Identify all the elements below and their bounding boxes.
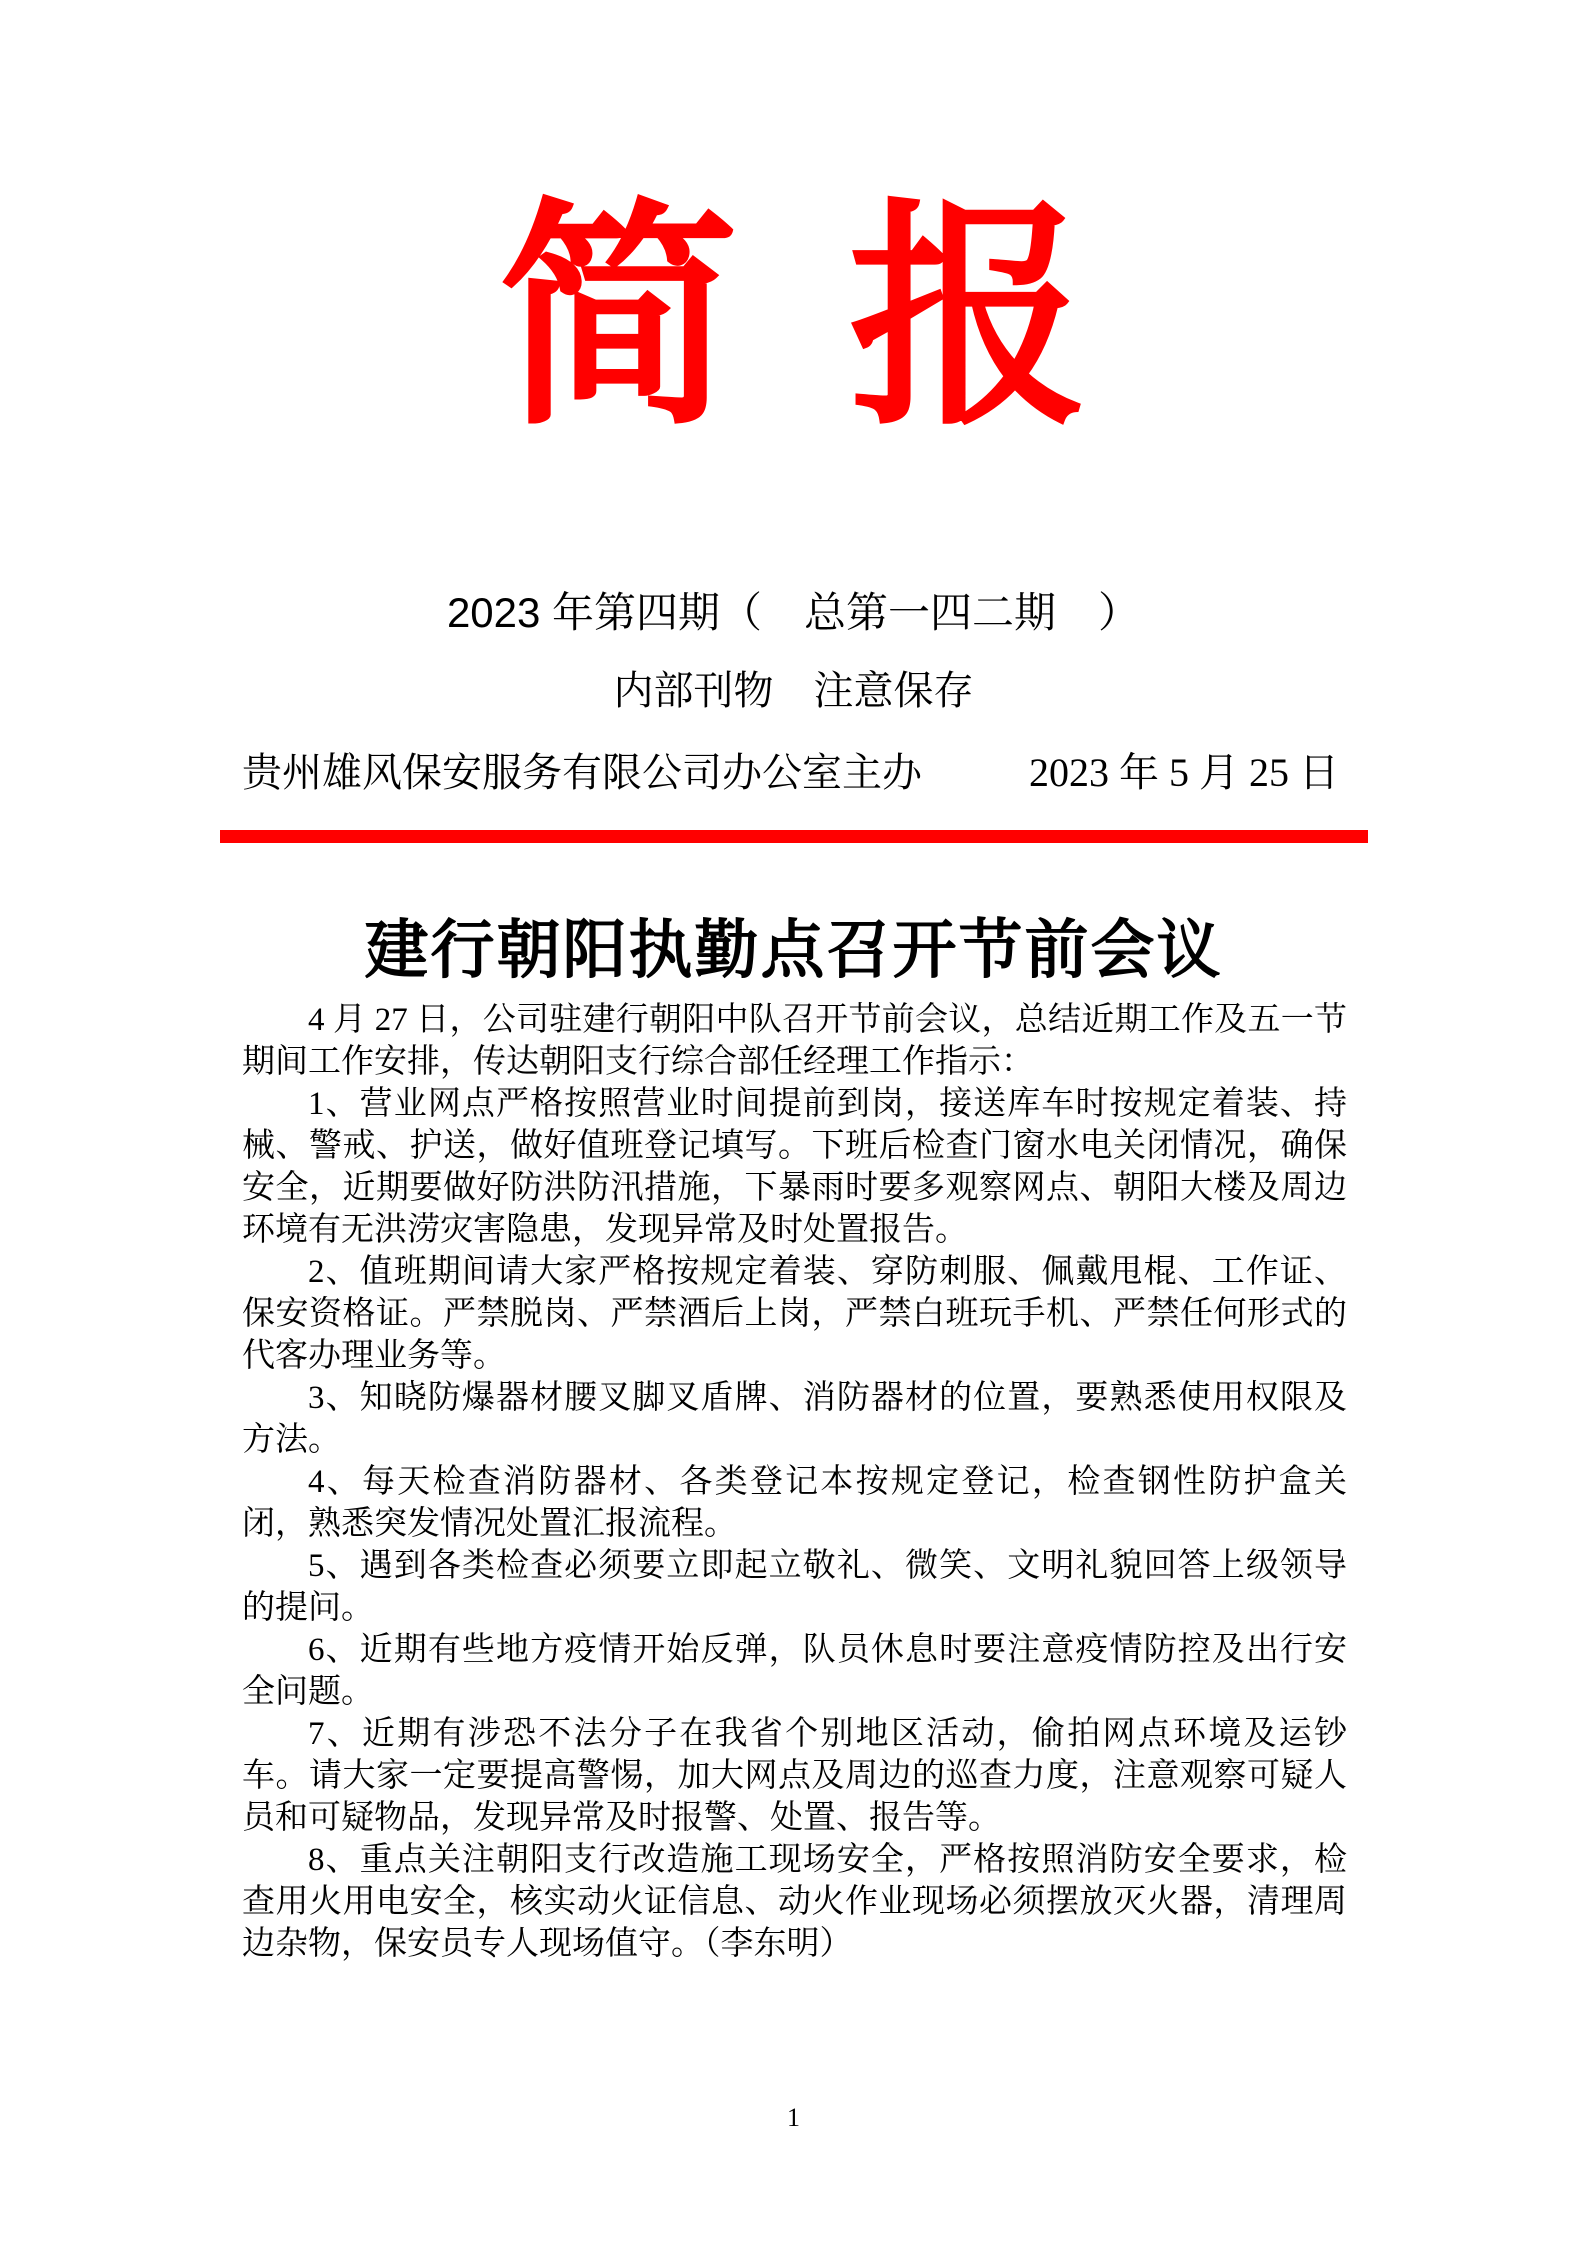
issue-number-line: 2023 年第四期（ 总第一四二期 ）: [446, 589, 1141, 636]
body-paragraph: 6、近期有些地方疫情开始反弹，队员休息时要注意疫情防控及出行安全问题。: [242, 1632, 1347, 1710]
body-paragraph: 2、值班期间请大家严格按规定着装、穿防刺服、佩戴甩棍、工作证、保安资格证。严禁脱岗、严禁酒后上岗，严禁白班玩手机、严禁任何形式的代客办理业务等。: [242, 1254, 1347, 1374]
body-paragraph: 3、知晓防爆器材腰叉脚叉盾牌、消防器材的位置，要熟悉使用权限及方法。: [242, 1380, 1347, 1458]
body-paragraph: 4 月 27 日，公司驻建行朝阳中队召开节前会议，总结近期工作及五一节期间工作安排，传达朝阳支行综合部任经理工作指示：: [242, 1002, 1347, 1080]
body-paragraph: 1、营业网点严格按照营业时间提前到岗，接送库车时按规定着装、持械、警戒、护送，做好值班登记填写。下班后检查门窗水电关闭情况，确保安全，近期要做好防洪防汛措施，下暴雨时要多观察网点、朝阳大楼及周边环境有无洪涝灾害隐患，发现异常及时处置报告。: [242, 1086, 1347, 1248]
publisher-name: 贵州雄风保安服务有限公司办公室主办: [242, 750, 922, 795]
body-paragraph: 8、重点关注朝阳支行改造施工现场安全，严格按照消防安全要求，检查用火用电安全，核实动火证信息、动火作业现场必须摆放灭火器，清理周边杂物，保安员专人现场值守。（李东明）: [242, 1842, 1347, 1962]
bulletin-title-char-1: 简: [498, 187, 739, 453]
body-paragraph: 7、近期有涉恐不法分子在我省个别地区活动，偷拍网点环境及运钞车。请大家一定要提高警惕，加大网点及周边的巡查力度，注意观察可疑人员和可疑物品，发现异常及时报警、处置、报告等。: [242, 1716, 1347, 1836]
masthead-divider-rule: [220, 830, 1368, 843]
body-paragraph: 4、每天检查消防器材、各类登记本按规定登记，检查钢性防护盒关闭，熟悉突发情况处置汇报流程。: [242, 1464, 1347, 1542]
bulletin-title-char-2: 报: [848, 187, 1089, 453]
internal-publication-notice: 内部刊物 注意保存: [613, 669, 974, 713]
publisher-row: [242, 745, 1347, 801]
article-body: [0, 999, 1587, 1965]
page-number: 1: [787, 2103, 800, 2132]
body-paragraph: 5、遇到各类检查必须要立即起立敬礼、微笑、文明礼貌回答上级领导的提问。: [242, 1548, 1347, 1626]
article-headline: 建行朝阳执勤点召开节前会议: [364, 915, 1223, 986]
bulletin-title: [0, 150, 1587, 490]
publication-date: 2023 年 5 月 25 日: [1029, 750, 1339, 795]
